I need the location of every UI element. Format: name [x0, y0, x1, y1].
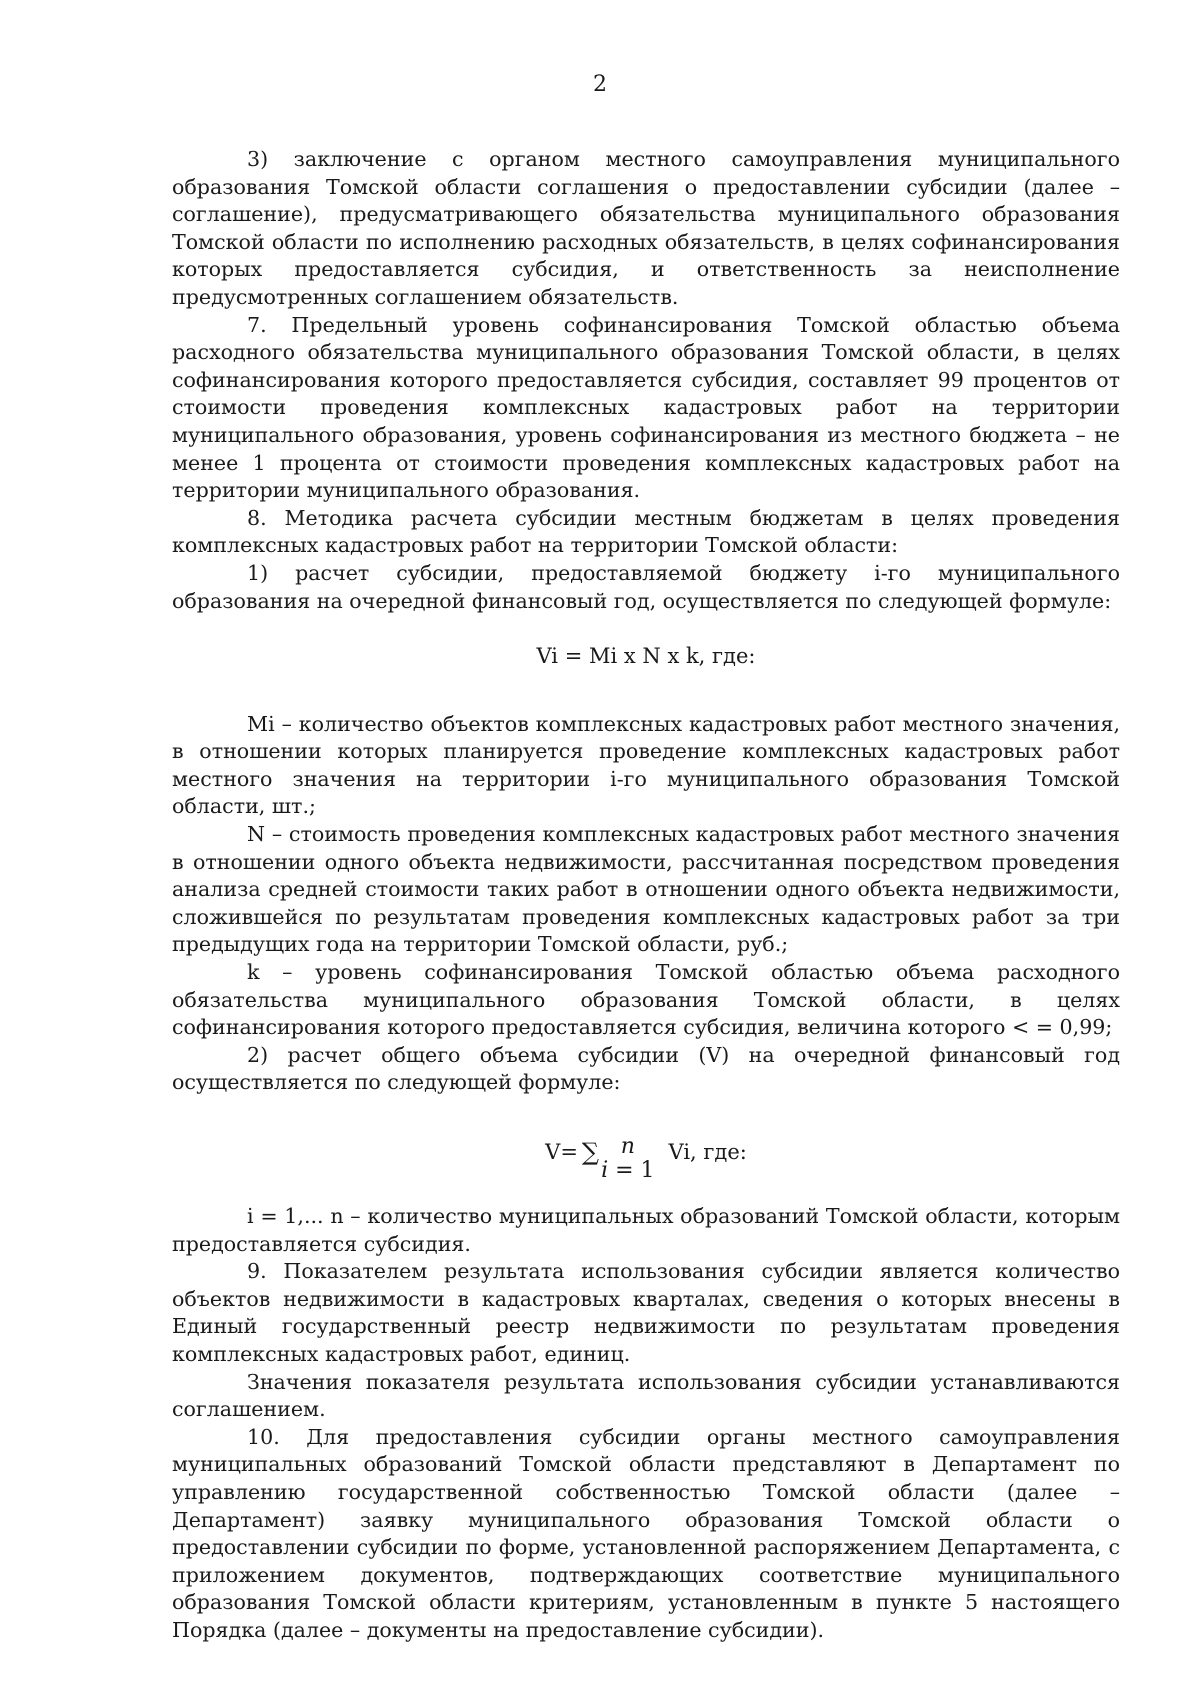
- paragraph-8-2-total-volume: 2) расчет общего объема субсидии (V) на очередной финансовый год осуществляется по следующей формуле:: [172, 1042, 1120, 1095]
- formula-v-sum: [172, 1125, 1120, 1181]
- paragraph-3-agreement: 3) заключение с органом местного самоуправления муниципального образования Томской области соглашения о предоставлении субсидии (далее – соглашение), предусматривающего обязательства муниципального образования Томской области по исполнению расходных обязательств, в целях софинансирования которых предоставляется субсидия, и ответственность за неисполнение предусмотренных соглашением обязательств.: [172, 147, 1120, 309]
- definition-n: N – стоимость проведения комплексных кадастровых работ местного значения в отношении одного объекта недвижимости, рассчитанная посредством проведения анализа средней стоимости таких работ в отношении одного объекта недвижимости, сложившейся по результатам проведения комплексных кадастровых работ за три предыдущих года на территории Томской области, руб.;: [172, 822, 1120, 957]
- page-number: 2: [593, 72, 607, 97]
- paragraph-9-result-indicator: 9. Показателем результата использования субсидии является количество объектов недвижимости в кадастровых кварталах, сведения о которых внесены в Единый государственный реестр недвижимости по результатам проведения комплексных кадастровых работ, единиц.: [172, 1259, 1120, 1366]
- summation-upper-limit: n: [620, 1134, 635, 1159]
- formula-vi: Vi = Mi x N x k, где:: [536, 644, 756, 669]
- paragraph-8-1-calculation: 1) расчет субсидии, предоставляемой бюджету i-го муниципального образования на очередной финансовый год, осуществляется по следующей формуле:: [172, 560, 1120, 613]
- sigma-symbol: ∑: [581, 1138, 600, 1167]
- summation-start: = 1: [608, 1158, 655, 1183]
- summation-lower-limit: [601, 1159, 654, 1183]
- paragraph-10-application: 10. Для предоставления субсидии органы местного самоуправления муниципальных образований Томской области представляют в Департамент по управлению государственной собственностью Томской области (далее – Департамент) заявку муниципального образования Томской области о предоставлении субсидии по форме, установленной распоряжением Департамента, с приложением документов, подтверждающих соответствие муниципального образования Томской области критериям, установленным в пункте 5 настоящего Порядка (далее – документы на предоставление субсидии).: [172, 1424, 1120, 1642]
- document-body: [172, 146, 1120, 1645]
- definition-mi: Mi – количество объектов комплексных кадастровых работ местного значения, в отношении которых планируется проведение комплексных кадастровых работ местного значения на территории i-го муниципального образования Томской области, шт.;: [172, 711, 1120, 819]
- summation-index: i: [601, 1158, 609, 1183]
- formula-v-rhs: Vi, где:: [668, 1140, 747, 1165]
- definition-i: i = 1,... n – количество муниципальных образований Томской области, которым предоставляется субсидия.: [172, 1204, 1120, 1256]
- formula-v-lhs: V=: [545, 1140, 578, 1165]
- paragraph-8-methodology: 8. Методика расчета субсидии местным бюджетам в целях проведения комплексных кадастровых работ на территории Томской области:: [172, 505, 1120, 558]
- summation-limits: [601, 1135, 654, 1183]
- definition-k: k – уровень софинансирования Томской областью объема расходного обязательства муниципального образования Томской области, в целях софинансирования которого предоставляется субсидия, величина которого < = 0,99;: [172, 960, 1120, 1040]
- paragraph-7-cofinancing-level: 7. Предельный уровень софинансирования Томской областью объема расходного обязательства муниципального образования Томской области, в целях софинансирования которого предоставляется субсидия, составляет 99 процентов от стоимости проведения комплексных кадастровых работ на территории муниципального образования, уровень софинансирования из местного бюджета – не менее 1 процента от стоимости проведения комплексных кадастровых работ на территории муниципального образования.: [172, 312, 1120, 503]
- paragraph-9-indicator-values: Значения показателя результата использования субсидии устанавливаются соглашением.: [172, 1369, 1120, 1422]
